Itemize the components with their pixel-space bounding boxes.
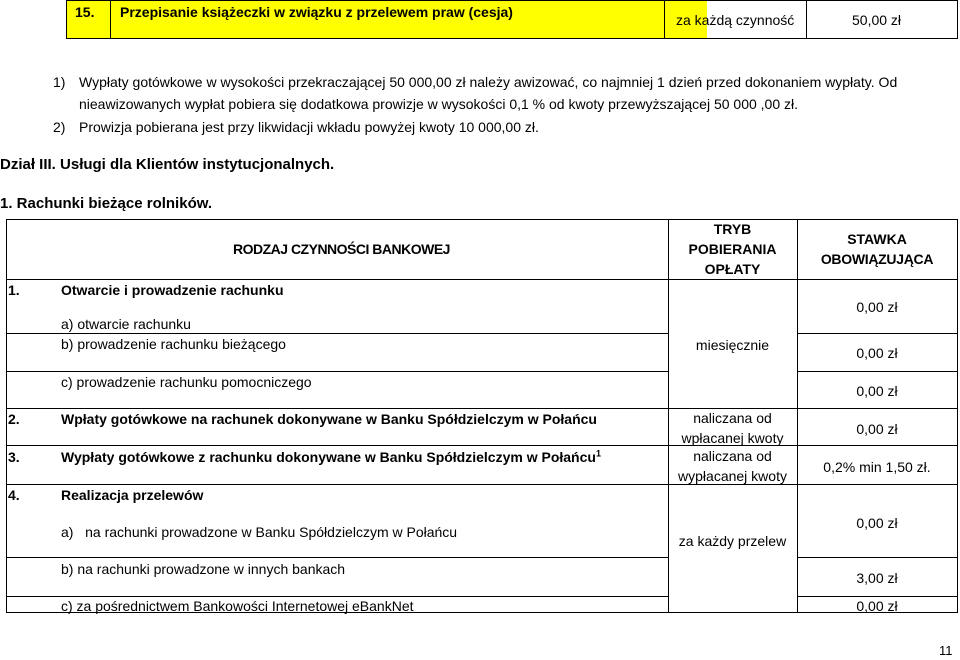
row-15-rate: 50,00 zł <box>852 12 902 28</box>
row-2-title: Wpłaty gotówkowe na rachunek dokonywane w Banku Spółdzielczym w Połańcu <box>61 411 597 427</box>
row-1-item-c: c) prowadzenie rachunku pomocniczego <box>61 374 312 390</box>
row-15-mode: za każdą czynność <box>676 12 795 28</box>
row-3-mode-line-2: wypłacanej kwoty <box>678 468 787 484</box>
row-4-title: Realizacja przelewów <box>61 487 204 503</box>
row-1-item-a: a) otwarcie rachunku <box>61 316 191 332</box>
note-2-line-1: Prowizja pobierana jest przy likwidacji wkładu powyżej kwoty 10 000,00 zł. <box>79 119 539 135</box>
row-3-title-text: Wypłaty gotówkowe z rachunku dokonywane w Banku Spółdzielczym w Połańcu <box>61 449 596 465</box>
row-3-rate: 0,2% min 1,50 zł. <box>823 459 931 475</box>
row-4-rate-a: 0,00 zł <box>856 515 898 531</box>
section-subtitle: 1. Rachunki bieżące rolników. <box>0 195 213 212</box>
note-1-line-2: nieawizowanych wypłat pobiera się dodatkowa prowizje w wysokości 0,1 % od kwoty przewyższającej 50 000 ,00 zł. <box>79 96 799 112</box>
header-mode-line-3: OPŁATY <box>704 261 761 277</box>
row-4-item-a: a) na rachunki prowadzone w Banku Spółdzielczym w Połańcu <box>61 524 458 540</box>
row-1-item-b: b) prowadzenie rachunku bieżącego <box>61 336 286 352</box>
row-2-number: 2. <box>8 411 20 427</box>
page-number: 11 <box>939 643 953 658</box>
row-4-rate-c: 0,00 zł <box>856 598 898 614</box>
header-rate-line-1: STAWKA <box>847 231 907 247</box>
note-2-number: 2) <box>53 119 66 135</box>
row-4-item-b: b) na rachunki prowadzone w innych bankach <box>61 561 346 577</box>
note-1-line-1: Wypłaty gotówkowe w wysokości przekraczającej 50 000,00 zł należy awizować, co najmniej 1 dzień przed dokonaniem wypłaty. Od <box>79 74 898 90</box>
row-1-title: Otwarcie i prowadzenie rachunku <box>61 282 284 298</box>
row-1-rate-a: 0,00 zł <box>856 299 898 315</box>
header-mode-line-2: POBIERANIA <box>688 241 777 257</box>
row-4-rate-b: 3,00 zł <box>856 570 898 586</box>
row-15-title: Przepisanie książeczki w związku z przelewem praw (cesja) <box>120 4 513 20</box>
row-4-number: 4. <box>8 487 20 503</box>
row-1-rate-c: 0,00 zł <box>856 383 898 399</box>
row-3-number: 3. <box>8 449 20 465</box>
header-mode-line-1: TRYB <box>713 221 752 237</box>
section-title: Dział III. Usługi dla Klientów instytucjonalnych. <box>0 156 335 173</box>
header-rate-line-2: OBOWIĄZUJĄCA <box>820 251 934 267</box>
header-activity: RODZAJ CZYNNOŚCI BANKOWEJ <box>233 241 450 257</box>
row-1-mode: miesięcznie <box>695 337 770 353</box>
row-3-mode-line-1: naliczana od <box>693 448 772 464</box>
row-2-mode-line-2: wpłacanej kwoty <box>681 430 784 446</box>
row-1-number: 1. <box>8 282 20 298</box>
row-3-footnote-mark: 1 <box>595 448 601 459</box>
note-1-number: 1) <box>53 74 66 90</box>
row-2-rate: 0,00 zł <box>856 421 898 437</box>
row-4-item-c: c) za pośrednictwem Bankowości Internetowej eBankNet <box>61 598 414 614</box>
row-1-rate-b: 0,00 zł <box>856 345 898 361</box>
row-15-number: 15. <box>75 4 95 20</box>
row-3-title <box>61 449 601 465</box>
row-2-mode-line-1: naliczana od <box>693 410 772 426</box>
row-4-mode: za każdy przelew <box>678 533 787 549</box>
